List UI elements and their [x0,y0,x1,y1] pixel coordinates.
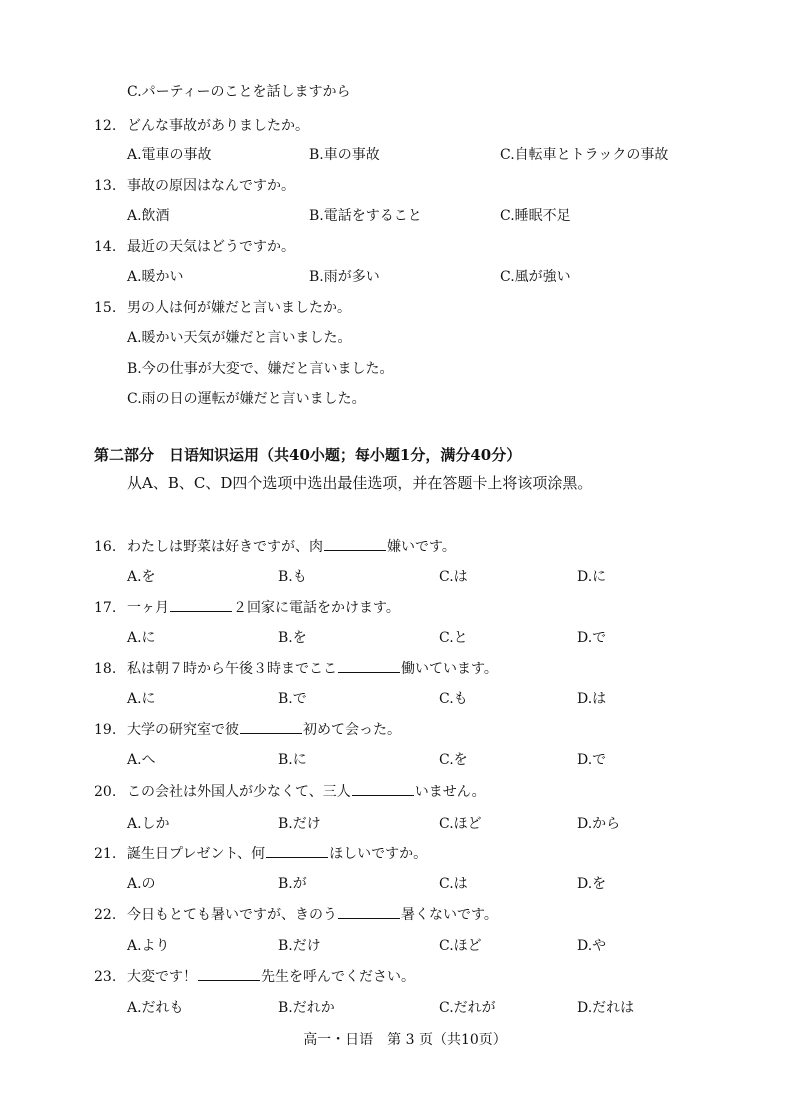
question-text-after: いません。 [414,784,486,800]
option-a: A.だれも [127,1000,184,1016]
question-22 [0,906,810,924]
question-number: 18. [94,661,117,677]
option-d: D.を [577,876,607,892]
option-c: C.だれが [439,1000,496,1016]
question-14-options [0,268,810,286]
question-text-before: わたしは野菜は好きですが、肉 [127,539,323,555]
question-text-after: ほしいですか。 [329,846,428,862]
option-d: D.だれは [577,1000,635,1016]
question-number: 23. [94,969,117,985]
question-22-options [0,937,810,955]
question-number: 15. [94,300,117,316]
question-23-options [0,999,810,1017]
option-b: B.車の事故 [309,147,380,163]
option-b: B.雨が多い [309,269,380,285]
question-text [127,968,415,986]
option-a: A.しか [127,816,170,832]
option-a: A.に [127,691,156,707]
question-text: 事故の原因はなんですか。 [127,178,295,194]
option-b: B.だれか [278,1000,335,1016]
option-c: C.は [439,569,468,585]
question-text-after: 嫌いです。 [387,539,456,555]
option-d: D.は [577,691,607,707]
option-a: A.暖かい天気が嫌だと言いました。 [127,330,352,346]
option-a: A.電車の事故 [127,147,212,163]
question-12-options [0,146,810,164]
question-16 [0,538,810,556]
option-d: D.から [577,816,621,832]
question-number: 17. [94,600,117,616]
question-number: 13. [94,178,117,194]
q11-option-c: C.パーティーのことを話しますから [127,84,351,100]
option-b: B.だけ [278,816,321,832]
answer-blank [170,599,232,612]
question-text-before: 一ヶ月 [127,600,169,616]
question-text [127,660,498,678]
question-number: 19. [94,722,117,738]
question-20-options [0,815,810,833]
question-text-before: 大変です！ [127,969,197,985]
option-c: C.は [439,876,468,892]
answer-blank [338,660,400,673]
answer-blank [352,783,414,796]
question-text [127,906,498,924]
question-19 [0,721,810,739]
option-b: B.も [278,569,307,585]
answer-blank [266,845,328,858]
question-12 [0,117,810,135]
question-number: 21. [94,846,117,862]
question-text [127,599,400,617]
option-a: A.の [127,876,156,892]
question-text: どんな事故がありましたか。 [127,118,309,134]
question-text [127,538,456,556]
answer-blank [338,906,400,919]
option-a: A.へ [127,752,156,768]
option-c: C.雨の日の運転が嫌だと言いました。 [127,391,366,407]
question-number: 12. [94,118,117,134]
option-a: A.より [127,938,170,954]
option-b: B.に [278,752,307,768]
question-15 [0,299,810,317]
option-c: C.も [439,691,468,707]
question-text-after: 初めて会った。 [303,722,401,738]
option-b: B.を [278,630,307,646]
option-c: C.ほど [439,816,482,832]
question-17-options [0,629,810,647]
section-title: 第二部分 日语知识运用（共40小题；每小题1分，满分40分） [94,446,522,464]
question-text-after: 先生を呼んでください。 [261,969,415,985]
question-text-before: この会社は外国人が少なくて、三人 [127,784,351,800]
question-21-options [0,875,810,893]
option-a: A.暖かい [127,269,184,285]
question-text-after: ２回家に電話をかけます。 [233,600,400,616]
option-c: C.自転車とトラックの事故 [500,147,669,163]
question-13-options [0,207,810,225]
question-19-options [0,751,810,769]
option-b: B.が [278,876,307,892]
option-b: B.だけ [278,938,321,954]
option-c: C.風が強い [500,269,571,285]
question-text [127,721,401,739]
answer-blank [324,538,386,551]
question-13 [0,177,810,195]
question-17 [0,599,810,617]
question-text-before: 今日もとても暑いですが、きのう [127,907,337,923]
question-text-after: 暑くないです。 [401,907,498,923]
question-text [127,783,486,801]
option-b: B.今の仕事が大変で、嫌だと言いました。 [127,361,394,377]
option-a: A.に [127,630,156,646]
question-number: 14. [94,239,117,255]
option-c: C.ほど [439,938,482,954]
option-a: A.を [127,569,156,585]
question-text-before: 大学の研究室で彼 [127,722,239,738]
question-text: 最近の天気はどうですか。 [127,239,295,255]
option-d: D.や [577,938,607,954]
option-d: D.で [577,630,607,646]
question-text [127,845,427,863]
question-14 [0,238,810,256]
option-a: A.飲酒 [127,208,170,224]
option-c: C.を [439,752,468,768]
option-d: D.で [577,752,607,768]
question-20 [0,783,810,801]
question-text-before: 誕生日プレゼント、何 [127,846,266,862]
option-c: C.睡眠不足 [500,208,571,224]
question-text-after: 働いています。 [401,661,498,677]
question-text: 男の人は何が嫌だと言いましたか。 [127,300,351,316]
question-text-before: 私は朝７時から午後３時までここ [127,661,337,677]
page-footer: 高一・日语 第 3 页（共10页） [303,1032,507,1048]
question-21 [0,845,810,863]
question-number: 22. [94,907,117,923]
option-d: D.に [577,569,607,585]
question-number: 20. [94,784,117,800]
answer-blank [198,968,260,981]
option-c: C.と [439,630,468,646]
question-18 [0,660,810,678]
question-18-options [0,690,810,708]
question-number: 16. [94,539,117,555]
question-16-options [0,568,810,586]
answer-blank [240,721,302,734]
question-23 [0,968,810,986]
section-instruction: 从A、B、C、D四个选项中选出最佳选项，并在答题卡上将该项涂黑。 [127,474,593,492]
option-b: B.電話をすること [309,208,422,224]
option-b: B.で [278,691,307,707]
